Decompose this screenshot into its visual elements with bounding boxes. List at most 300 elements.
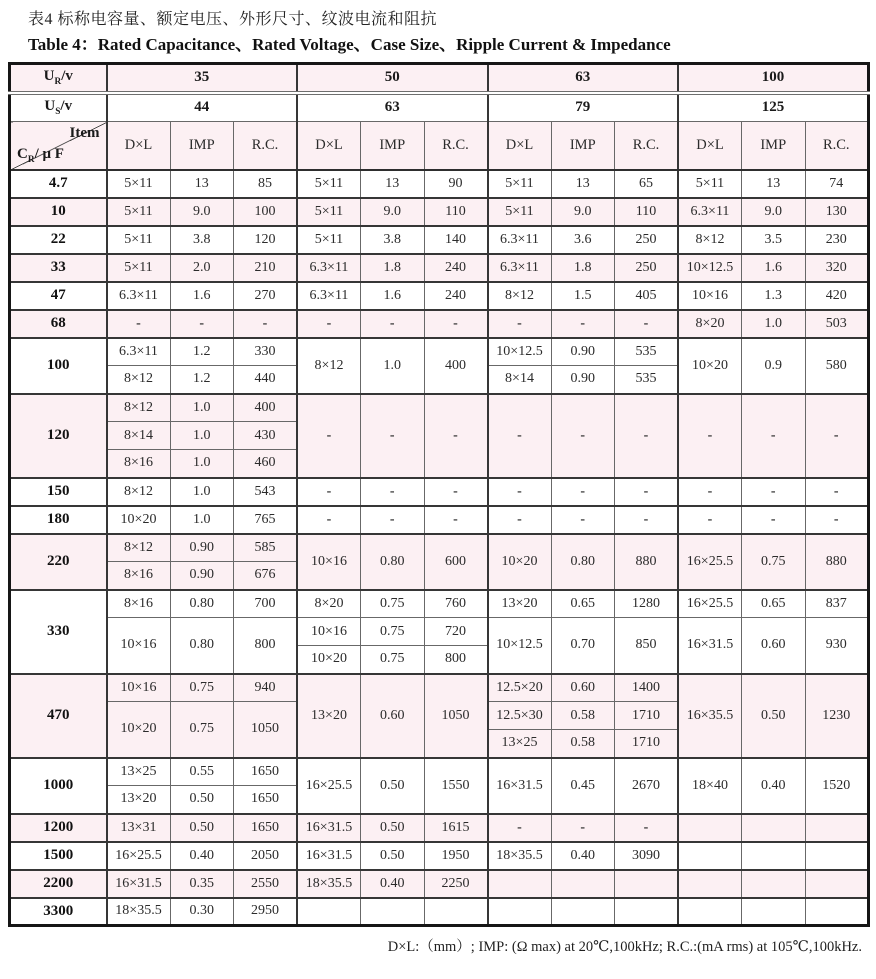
capacitance-value-cell: 1200: [10, 814, 107, 842]
spec-value-cell: 8×12: [107, 394, 171, 422]
spec-value-cell: 8×16: [107, 590, 171, 618]
spec-value-cell: 2670: [615, 758, 679, 814]
spec-table-row: [10, 674, 869, 702]
spec-value-cell: 9.0: [361, 198, 425, 226]
spec-value-cell: 880: [805, 534, 869, 590]
spec-value-cell: [488, 870, 552, 898]
capacitance-value-cell: 2200: [10, 870, 107, 898]
spec-value-cell: 0.90: [551, 338, 615, 366]
spec-table-row: [10, 870, 869, 898]
spec-value-cell: 13×20: [488, 590, 552, 618]
spec-value-cell: -: [488, 394, 552, 478]
spec-value-cell: 765: [234, 506, 298, 534]
spec-value-cell: 0.75: [361, 590, 425, 618]
capacitance-value-cell: 22: [10, 226, 107, 254]
spec-value-cell: [678, 814, 742, 842]
spec-value-cell: 0.75: [361, 646, 425, 674]
spec-value-cell: 8×20: [297, 590, 361, 618]
table-title-chinese: 表4 标称电容量、额定电压、外形尺寸、纹波电流和阻抗: [28, 11, 438, 28]
spec-value-cell: -: [551, 310, 615, 338]
col-header-dxl: D×L: [297, 122, 361, 170]
spec-value-cell: 8×12: [488, 282, 552, 310]
spec-value-cell: -: [742, 394, 806, 478]
capacitance-value-cell: 1500: [10, 842, 107, 870]
rated-voltage-label: $U_R/v$: [10, 64, 107, 93]
column-header-row: [10, 122, 869, 170]
spec-value-cell: [297, 898, 361, 926]
spec-value-cell: -: [678, 478, 742, 506]
spec-value-cell: 720: [424, 618, 488, 646]
spec-table-row: [10, 198, 869, 226]
spec-value-cell: 16×25.5: [678, 590, 742, 618]
spec-table-row: [10, 842, 869, 870]
spec-value-cell: 10×20: [678, 338, 742, 394]
spec-value-cell: [424, 898, 488, 926]
spec-value-cell: 5×11: [107, 170, 171, 198]
spec-value-cell: 800: [234, 618, 298, 674]
capacitance-value-cell: 120: [10, 394, 107, 478]
spec-value-cell: 837: [805, 590, 869, 618]
spec-value-cell: 580: [805, 338, 869, 394]
spec-value-cell: [488, 898, 552, 926]
spec-value-cell: [678, 870, 742, 898]
spec-value-cell: 16×31.5: [678, 618, 742, 674]
spec-value-cell: 13×25: [107, 758, 171, 786]
spec-value-cell: [551, 898, 615, 926]
spec-value-cell: 1.0: [170, 506, 234, 534]
spec-value-cell: 13: [742, 170, 806, 198]
spec-value-cell: -: [361, 506, 425, 534]
spec-value-cell: 880: [615, 534, 679, 590]
spec-value-cell: -: [678, 506, 742, 534]
spec-value-cell: 16×25.5: [107, 842, 171, 870]
spec-table-row: [10, 478, 869, 506]
spec-table-body: [10, 170, 869, 926]
spec-value-cell: 1550: [424, 758, 488, 814]
spec-value-cell: 9.0: [551, 198, 615, 226]
spec-value-cell: 543: [234, 478, 298, 506]
spec-value-cell: 18×35.5: [107, 898, 171, 926]
spec-value-cell: 9.0: [170, 198, 234, 226]
spec-value-cell: [805, 842, 869, 870]
spec-value-cell: 8×14: [488, 366, 552, 394]
col-header-rc: R.C.: [424, 122, 488, 170]
col-header-imp: IMP: [742, 122, 806, 170]
spec-value-cell: 585: [234, 534, 298, 562]
spec-value-cell: 0.80: [361, 534, 425, 590]
item-capacitance-diagonal-header: [10, 122, 107, 170]
table-title-english: Table 4：Rated Capacitance、Rated Voltage、Case Size、Ripple Current & Impedance: [28, 35, 671, 54]
spec-value-cell: 8×20: [678, 310, 742, 338]
spec-value-cell: 0.40: [551, 842, 615, 870]
spec-value-cell: 5×11: [107, 198, 171, 226]
spec-value-cell: 8×14: [107, 422, 171, 450]
capacitance-value-cell: 330: [10, 590, 107, 674]
spec-value-cell: 0.90: [551, 366, 615, 394]
capacitance-value-cell: 3300: [10, 898, 107, 926]
spec-value-cell: -: [551, 478, 615, 506]
spec-value-cell: 0.75: [170, 702, 234, 758]
spec-value-cell: 0.65: [551, 590, 615, 618]
spec-value-cell: 760: [424, 590, 488, 618]
spec-value-cell: -: [424, 478, 488, 506]
rated-voltage-value: 63: [488, 64, 679, 93]
spec-value-cell: -: [234, 310, 298, 338]
col-header-imp: IMP: [170, 122, 234, 170]
spec-value-cell: -: [615, 506, 679, 534]
spec-value-cell: 8×12: [107, 534, 171, 562]
spec-value-cell: 10×16: [107, 618, 171, 674]
spec-value-cell: 0.60: [551, 674, 615, 702]
spec-value-cell: 0.75: [361, 618, 425, 646]
spec-value-cell: 5×11: [297, 198, 361, 226]
spec-value-cell: 6.3×11: [488, 226, 552, 254]
spec-value-cell: 13: [551, 170, 615, 198]
spec-value-cell: 10×16: [297, 618, 361, 646]
spec-value-cell: 16×31.5: [488, 758, 552, 814]
spec-value-cell: 0.55: [170, 758, 234, 786]
spec-value-cell: 250: [615, 254, 679, 282]
col-header-dxl: D×L: [107, 122, 171, 170]
spec-value-cell: 535: [615, 338, 679, 366]
spec-value-cell: 800: [424, 646, 488, 674]
col-header-dxl: D×L: [678, 122, 742, 170]
capacitance-unit-label: $C_R/$ μ F: [17, 145, 64, 165]
spec-value-cell: 2.0: [170, 254, 234, 282]
spec-value-cell: 130: [805, 198, 869, 226]
spec-value-cell: 10×12.5: [488, 338, 552, 366]
spec-value-cell: 320: [805, 254, 869, 282]
spec-value-cell: 3.5: [742, 226, 806, 254]
spec-value-cell: -: [805, 478, 869, 506]
spec-value-cell: 1520: [805, 758, 869, 814]
spec-value-cell: 10×16: [297, 534, 361, 590]
spec-value-cell: 1.2: [170, 338, 234, 366]
spec-value-cell: 1.0: [361, 338, 425, 394]
spec-value-cell: 9.0: [742, 198, 806, 226]
spec-value-cell: -: [297, 310, 361, 338]
spec-table-row: [10, 310, 869, 338]
spec-value-cell: 10×20: [107, 702, 171, 758]
spec-value-cell: [615, 870, 679, 898]
spec-value-cell: 8×12: [107, 478, 171, 506]
spec-value-cell: 16×31.5: [297, 814, 361, 842]
spec-value-cell: 0.75: [170, 674, 234, 702]
spec-value-cell: [678, 898, 742, 926]
spec-value-cell: 74: [805, 170, 869, 198]
col-header-imp: IMP: [361, 122, 425, 170]
spec-table-row: [10, 534, 869, 562]
spec-value-cell: 13×31: [107, 814, 171, 842]
spec-value-cell: 1400: [615, 674, 679, 702]
spec-value-cell: 100: [234, 198, 298, 226]
spec-value-cell: 1.2: [170, 366, 234, 394]
spec-value-cell: 1615: [424, 814, 488, 842]
spec-value-cell: 8×16: [107, 562, 171, 590]
spec-value-cell: 1.8: [361, 254, 425, 282]
spec-value-cell: 8×16: [107, 450, 171, 478]
spec-value-cell: 0.50: [361, 814, 425, 842]
capacitance-value-cell: 68: [10, 310, 107, 338]
spec-value-cell: -: [615, 814, 679, 842]
spec-value-cell: 10×16: [678, 282, 742, 310]
capacitance-value-cell: 33: [10, 254, 107, 282]
col-header-dxl: D×L: [488, 122, 552, 170]
spec-value-cell: -: [297, 478, 361, 506]
spec-value-cell: 10×20: [297, 646, 361, 674]
surge-voltage-value: 44: [107, 93, 298, 122]
spec-value-cell: 1650: [234, 814, 298, 842]
spec-value-cell: 1710: [615, 730, 679, 758]
spec-value-cell: -: [678, 394, 742, 478]
spec-value-cell: -: [742, 506, 806, 534]
spec-value-cell: -: [615, 394, 679, 478]
capacitance-value-cell: 180: [10, 506, 107, 534]
spec-value-cell: 0.75: [742, 534, 806, 590]
spec-value-cell: 535: [615, 366, 679, 394]
surge-voltage-row: [10, 93, 869, 122]
spec-value-cell: -: [297, 394, 361, 478]
spec-value-cell: 0.50: [170, 814, 234, 842]
spec-value-cell: 1.0: [170, 422, 234, 450]
spec-value-cell: 0.58: [551, 702, 615, 730]
spec-value-cell: 6.3×11: [107, 282, 171, 310]
spec-value-cell: 5×11: [297, 226, 361, 254]
spec-value-cell: 90: [424, 170, 488, 198]
spec-value-cell: 270: [234, 282, 298, 310]
spec-value-cell: 0.90: [170, 562, 234, 590]
spec-table-row: [10, 618, 869, 646]
spec-value-cell: 110: [615, 198, 679, 226]
capacitance-value-cell: 47: [10, 282, 107, 310]
spec-value-cell: 120: [234, 226, 298, 254]
spec-value-cell: 0.40: [170, 842, 234, 870]
spec-value-cell: -: [615, 310, 679, 338]
spec-value-cell: 1710: [615, 702, 679, 730]
spec-value-cell: -: [361, 394, 425, 478]
spec-table-row: [10, 282, 869, 310]
spec-value-cell: 430: [234, 422, 298, 450]
spec-value-cell: 600: [424, 534, 488, 590]
spec-value-cell: 210: [234, 254, 298, 282]
capacitance-value-cell: 10: [10, 198, 107, 226]
spec-value-cell: 3.6: [551, 226, 615, 254]
spec-value-cell: 0.9: [742, 338, 806, 394]
spec-table-row: [10, 338, 869, 366]
spec-value-cell: 16×35.5: [678, 674, 742, 758]
col-header-rc: R.C.: [234, 122, 298, 170]
spec-value-cell: 1.8: [551, 254, 615, 282]
spec-value-cell: -: [361, 310, 425, 338]
spec-value-cell: 240: [424, 282, 488, 310]
spec-value-cell: 13: [170, 170, 234, 198]
spec-value-cell: 0.60: [361, 674, 425, 758]
spec-value-cell: 140: [424, 226, 488, 254]
spec-table-row: [10, 758, 869, 786]
spec-value-cell: -: [424, 506, 488, 534]
col-header-rc: R.C.: [805, 122, 869, 170]
spec-table-row: [10, 226, 869, 254]
spec-value-cell: 0.30: [170, 898, 234, 926]
spec-value-cell: 65: [615, 170, 679, 198]
spec-table-row: [10, 506, 869, 534]
spec-value-cell: 13: [361, 170, 425, 198]
spec-value-cell: [805, 814, 869, 842]
spec-value-cell: 405: [615, 282, 679, 310]
capacitance-value-cell: 220: [10, 534, 107, 590]
capacitance-value-cell: 100: [10, 338, 107, 394]
rated-voltage-value: 50: [297, 64, 488, 93]
spec-value-cell: 10×12.5: [678, 254, 742, 282]
spec-value-cell: 850: [615, 618, 679, 674]
spec-value-cell: [615, 898, 679, 926]
spec-value-cell: 18×40: [678, 758, 742, 814]
spec-value-cell: 1650: [234, 786, 298, 814]
spec-value-cell: 0.70: [551, 618, 615, 674]
spec-value-cell: 16×31.5: [107, 870, 171, 898]
spec-value-cell: 12.5×20: [488, 674, 552, 702]
spec-value-cell: [551, 870, 615, 898]
spec-value-cell: -: [424, 310, 488, 338]
col-header-rc: R.C.: [615, 122, 679, 170]
spec-value-cell: 5×11: [488, 198, 552, 226]
spec-value-cell: -: [742, 478, 806, 506]
rated-voltage-row: [10, 64, 869, 93]
spec-value-cell: -: [424, 394, 488, 478]
spec-value-cell: 0.58: [551, 730, 615, 758]
spec-value-cell: 0.50: [170, 786, 234, 814]
spec-value-cell: 0.80: [551, 534, 615, 590]
spec-value-cell: 1.0: [170, 478, 234, 506]
spec-value-cell: 0.80: [170, 590, 234, 618]
spec-value-cell: 8×12: [107, 366, 171, 394]
spec-value-cell: 1.0: [170, 394, 234, 422]
spec-value-cell: 5×11: [107, 226, 171, 254]
spec-value-cell: 85: [234, 170, 298, 198]
spec-value-cell: 5×11: [678, 170, 742, 198]
spec-value-cell: -: [170, 310, 234, 338]
spec-value-cell: 1.3: [742, 282, 806, 310]
spec-value-cell: 440: [234, 366, 298, 394]
spec-table-row: [10, 898, 869, 926]
spec-value-cell: 0.40: [361, 870, 425, 898]
spec-value-cell: 1.0: [742, 310, 806, 338]
spec-value-cell: 1.0: [170, 450, 234, 478]
spec-value-cell: [742, 842, 806, 870]
spec-value-cell: [742, 870, 806, 898]
capacitance-value-cell: 1000: [10, 758, 107, 814]
spec-value-cell: 6.3×11: [678, 198, 742, 226]
spec-value-cell: 2250: [424, 870, 488, 898]
spec-value-cell: 18×35.5: [488, 842, 552, 870]
spec-value-cell: 3090: [615, 842, 679, 870]
spec-value-cell: 940: [234, 674, 298, 702]
spec-value-cell: -: [361, 478, 425, 506]
spec-value-cell: 1950: [424, 842, 488, 870]
spec-value-cell: 1.6: [361, 282, 425, 310]
spec-value-cell: -: [805, 394, 869, 478]
spec-value-cell: [805, 870, 869, 898]
item-label: Item: [69, 125, 100, 141]
surge-voltage-value: 63: [297, 93, 488, 122]
spec-value-cell: 503: [805, 310, 869, 338]
spec-value-cell: 5×11: [488, 170, 552, 198]
surge-voltage-value: 125: [678, 93, 869, 122]
col-header-imp: IMP: [551, 122, 615, 170]
spec-value-cell: -: [297, 506, 361, 534]
spec-value-cell: -: [805, 506, 869, 534]
spec-value-cell: 0.50: [361, 842, 425, 870]
spec-value-cell: 460: [234, 450, 298, 478]
units-footnote: D×L:（mm）; IMP: (Ω max) at 20℃,100kHz; R.C.:(mA rms) at 105℃,100kHz.: [387, 939, 862, 955]
spec-value-cell: -: [488, 506, 552, 534]
spec-value-cell: 5×11: [297, 170, 361, 198]
spec-value-cell: 0.50: [361, 758, 425, 814]
spec-value-cell: 1.6: [170, 282, 234, 310]
spec-value-cell: 1.6: [742, 254, 806, 282]
spec-value-cell: 110: [424, 198, 488, 226]
spec-value-cell: 0.40: [742, 758, 806, 814]
surge-voltage-label: $U_S/v$: [10, 93, 107, 122]
capacitance-value-cell: 4.7: [10, 170, 107, 198]
spec-table-row: [10, 814, 869, 842]
spec-value-cell: -: [488, 310, 552, 338]
spec-value-cell: 330: [234, 338, 298, 366]
surge-voltage-value: 79: [488, 93, 679, 122]
spec-value-cell: 400: [234, 394, 298, 422]
spec-value-cell: 2550: [234, 870, 298, 898]
spec-value-cell: 0.45: [551, 758, 615, 814]
spec-value-cell: 16×25.5: [297, 758, 361, 814]
spec-value-cell: 0.90: [170, 534, 234, 562]
spec-value-cell: 16×31.5: [297, 842, 361, 870]
spec-value-cell: 1.5: [551, 282, 615, 310]
spec-value-cell: 1050: [424, 674, 488, 758]
spec-value-cell: 0.65: [742, 590, 806, 618]
spec-value-cell: 1230: [805, 674, 869, 758]
spec-value-cell: 8×12: [678, 226, 742, 254]
rated-voltage-value: 100: [678, 64, 869, 93]
spec-value-cell: 6.3×11: [297, 282, 361, 310]
spec-value-cell: 5×11: [107, 254, 171, 282]
spec-value-cell: -: [551, 814, 615, 842]
capacitor-spec-table: [8, 62, 870, 927]
spec-table-row: [10, 254, 869, 282]
spec-value-cell: -: [615, 478, 679, 506]
spec-value-cell: [361, 898, 425, 926]
spec-value-cell: -: [488, 814, 552, 842]
spec-value-cell: -: [551, 506, 615, 534]
spec-value-cell: 0.35: [170, 870, 234, 898]
spec-value-cell: 2050: [234, 842, 298, 870]
spec-value-cell: 13×25: [488, 730, 552, 758]
spec-value-cell: 930: [805, 618, 869, 674]
spec-value-cell: 10×12.5: [488, 618, 552, 674]
spec-value-cell: -: [551, 394, 615, 478]
spec-table-header: [10, 64, 869, 170]
spec-value-cell: 8×12: [297, 338, 361, 394]
spec-value-cell: 230: [805, 226, 869, 254]
spec-value-cell: 18×35.5: [297, 870, 361, 898]
spec-value-cell: 10×16: [107, 674, 171, 702]
spec-value-cell: 10×20: [488, 534, 552, 590]
spec-value-cell: 700: [234, 590, 298, 618]
spec-value-cell: 3.8: [361, 226, 425, 254]
spec-value-cell: [742, 814, 806, 842]
spec-value-cell: 16×25.5: [678, 534, 742, 590]
spec-value-cell: 250: [615, 226, 679, 254]
spec-table-row: [10, 590, 869, 618]
